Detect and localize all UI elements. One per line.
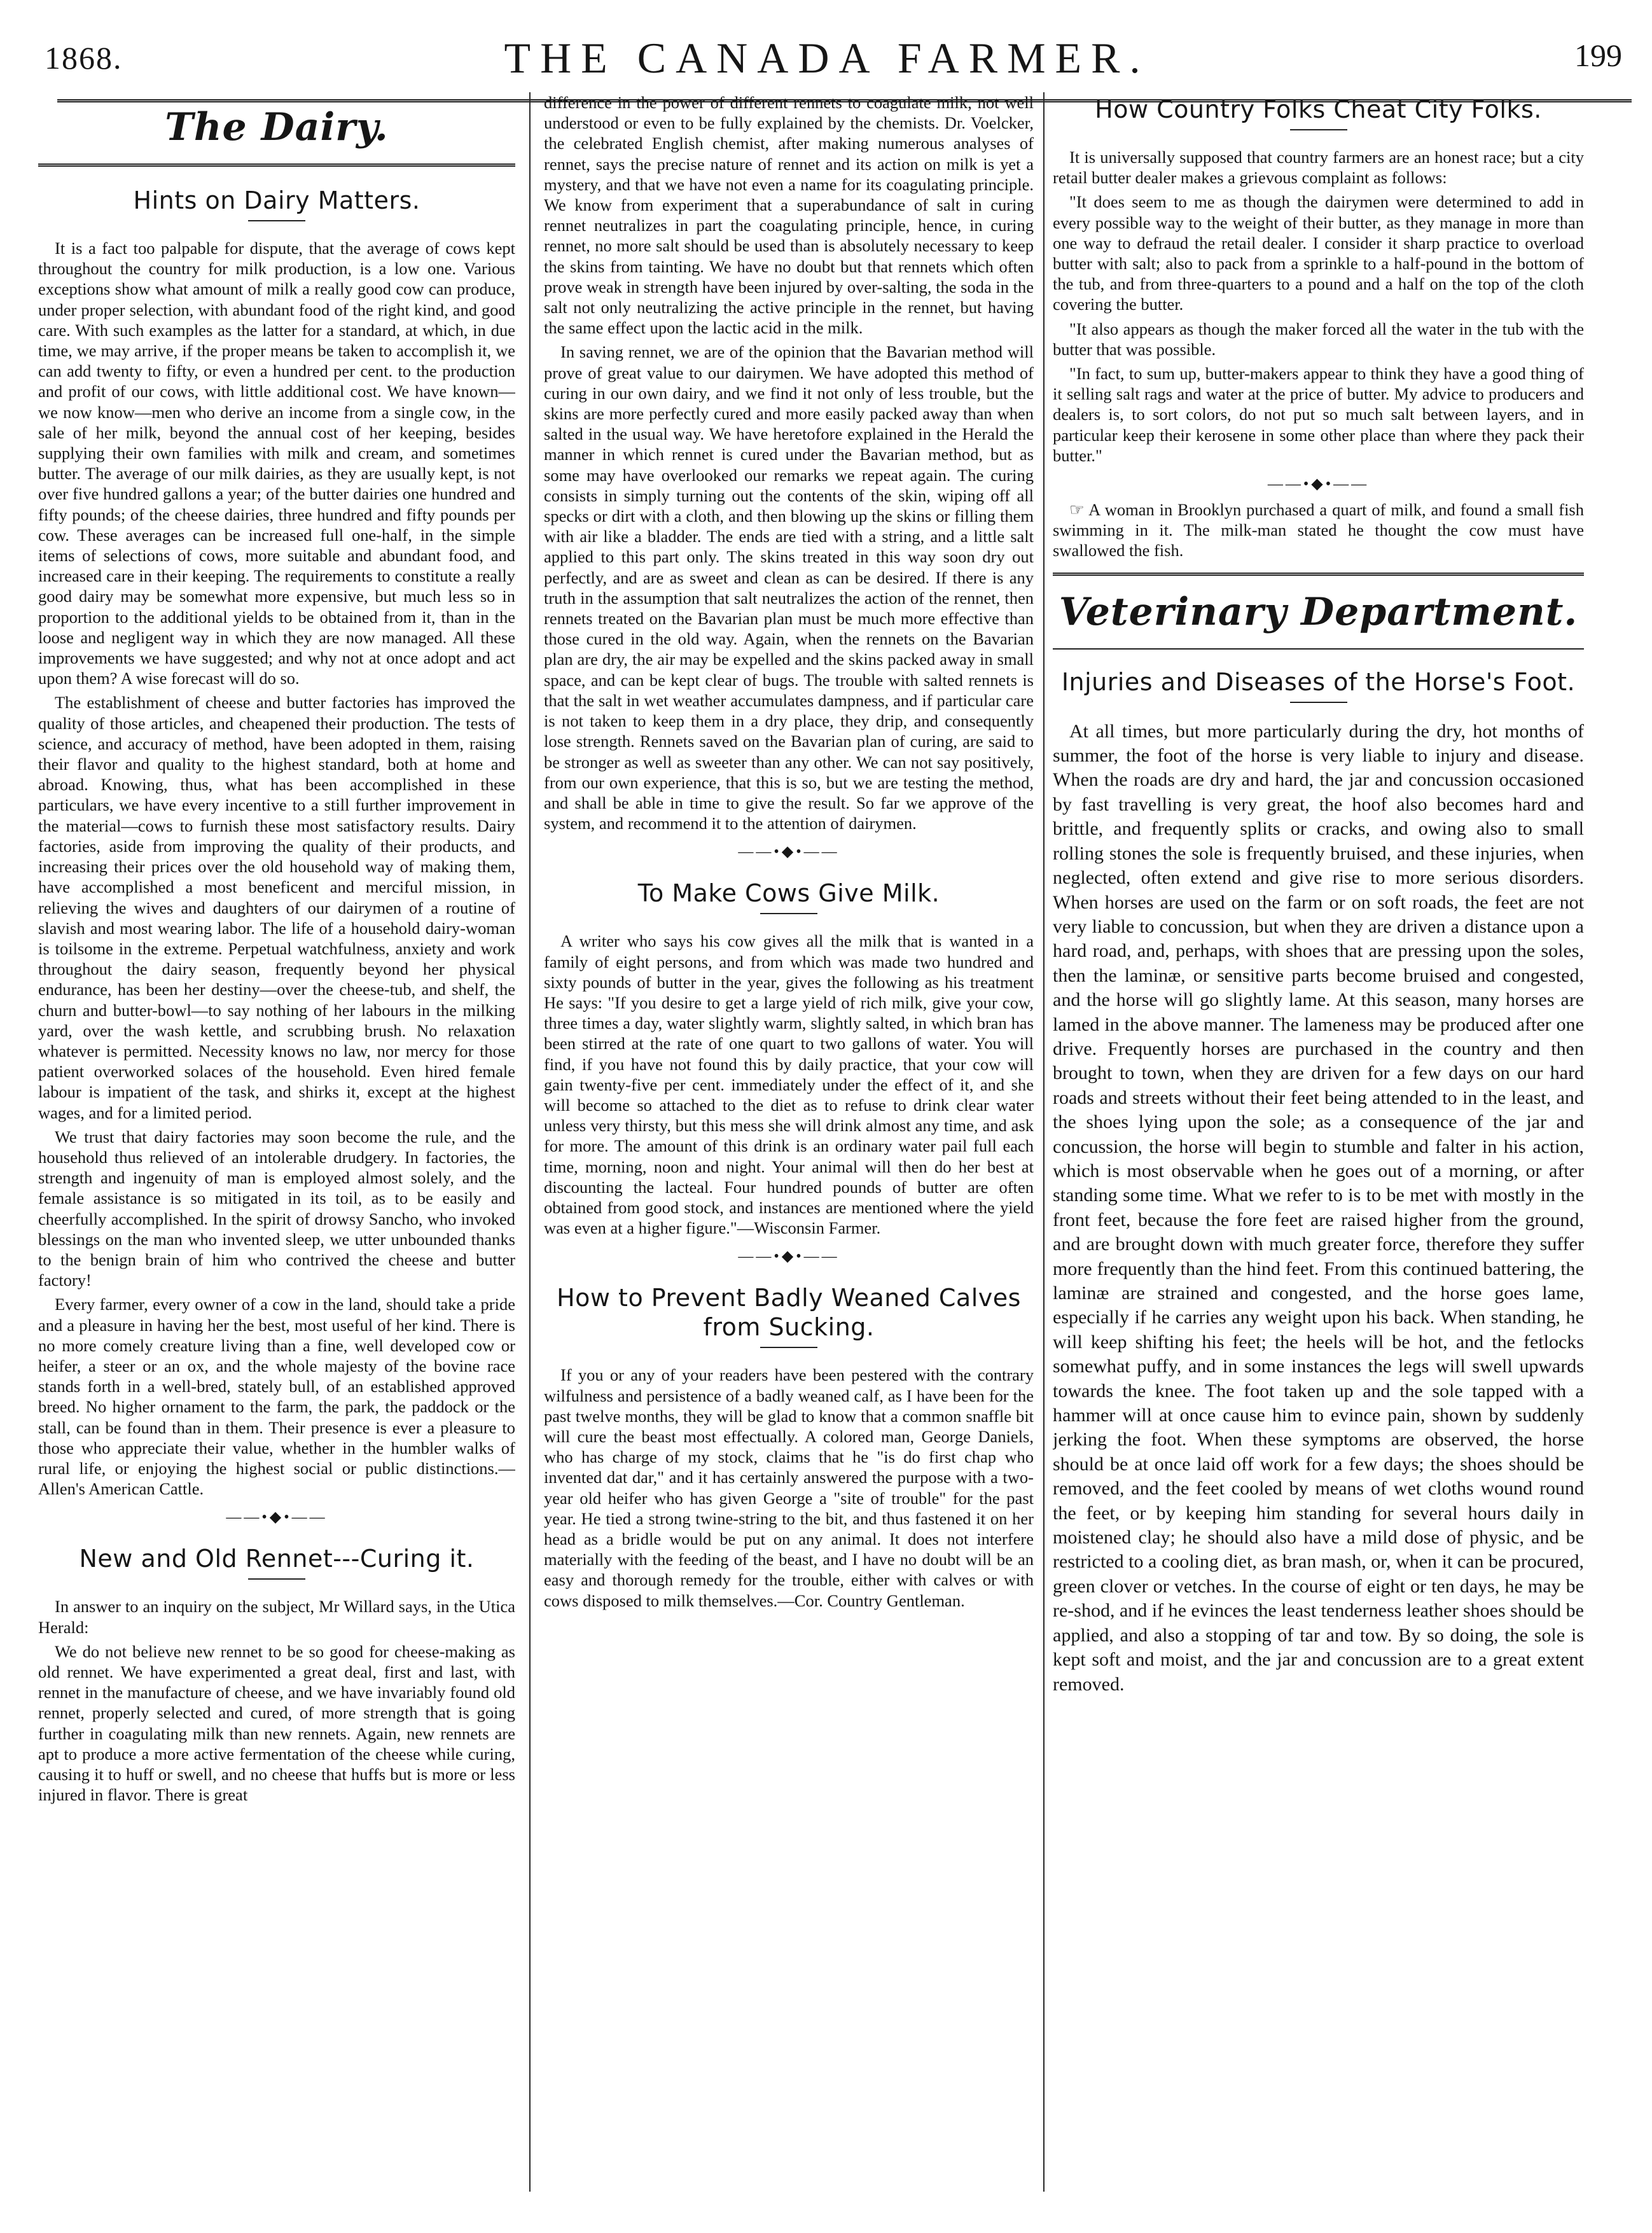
article-title: Hints on Dairy Matters. [133, 186, 420, 214]
department-title-veterinary: Veterinary Department. [1059, 589, 1578, 634]
section-rule [1053, 648, 1584, 650]
article-paragraph: A writer who says his cow gives all the milk that is wanted in a family of eight persons, and from which was made two hundred and sixty pounds of butter in the year, gives the following as his treatment He says: "If you desire to get a large yield of rich milk, give your cow, three times a day, water slightly warm, slightly salted, in which bran has been stirred at the rate of one quart to two gallons of water. You will find, if you have not found this by daily practice, that your cow will gain twenty-five per cent. immediately under the effect of it, and she will become so attached to the diet as to refuse to drink clear water unless very thirsty, but this mess she will drink almost any time, and ask for more. The amount of this drink is an ordinary water pail full each time, morning, noon and night. Your animal will then do her best at discounting the lacteal. Four hundred pounds of butter are often obtained from good stock, and instances are mentioned where the yield was even at a higher figure."—Wisconsin Farmer. [544, 931, 1034, 1238]
title-rule [248, 220, 305, 221]
department-title-dairy: The Dairy. [165, 105, 389, 150]
article-paragraph: "It also appears as though the maker forced all the water in the tub with the butter that was possible. [1053, 319, 1584, 359]
column-1 [38, 92, 515, 2211]
page-number: 199 [1574, 38, 1622, 73]
ornament-divider: ——•◆•—— [738, 844, 840, 861]
article-paragraph: We do not believe new rennet to be so good for cheese-making as old rennet. We have experimented a great deal, first and last, with rennet in the manufacture of cheese, and we have invariably found old rennet, properly selected and cured, of more strength that is going further in coagulating milk than new rennets. Again, new rennets are apt to produce a more active fermentation of the cheese while curing, causing it to huff or swell, and no cheese that huffs but is more or less injured in flavor. There is great [38, 1641, 515, 1805]
article-paragraph: "It does seem to me as though the dairymen were determined to add in every possible way to the weight of their butter, as they manage in more than one way to defraud the retail dealer. I consider it sharp practice to overload butter with salt; also to pack from a sprinkle to a half-pound in the bottom of the tub, and from three-quarters to a pound and a half on the top of the cloth covering the butter. [1053, 192, 1584, 314]
ornament-divider: ——•◆•—— [226, 1509, 328, 1526]
title-rule [248, 1578, 305, 1580]
article-paragraph: difference in the power of different rennets to coagulate milk, not well understood or even to be fully explained by the chemists. Dr. Voelcker, the celebrated English chemist, after making numerous analyses of rennet, says the precise nature of rennet and its action on milk is yet a mystery, and that we have not even a name for its coagulating principle. We know from experiment that a superabundance of salt in curing rennet neutralizes in part the coagulating principle, hence, in curing rennet, no more salt should be used than is absolutely necessary to keep the skins from tainting. We have no doubt but that rennets which often prove weak in strength have been injured by over-salting, the soda in the salt not only neutralizing the active principle in the rennet, but having the same effect upon the lactic acid in the milk. [544, 93, 1034, 338]
article-paragraph: In saving rennet, we are of the opinion that the Bavarian method will prove of great value to our dairymen. We have adopted this method of curing in our own dairy, and we find it not only of less trouble, but the skins are more perfectly cured and more easily packed away than when salted in the usual way. We have heretofore explained in the Herald the manner in which rennet is cured under the Bavarian method, but as some may have overlooked our remarks we repeat again. The curing consists in simply turning out the contents of the skin, wiping off all specks or dirt with a cloth, and then blowing up the skins or filling them with air like a bladder. The ends are tied with a string, and a little salt applied to this part only. The skins treated in this way soon dry out perfectly, and are as sweet and clean as can be desired. If there is any truth in the assumption that salt neutralizes the action of the rennet, then rennets treated on the Bavarian plan must be much more effective than those cured in the old way. Again, when the rennets on the Bavarian plan are dry, the air may be expelled and the skins packed away in small space, and can be kept clear of bugs. The trouble with salted rennets is that the salt in wet weather accumulates dampness, and if particular care is not taken to keep them in a dry place, they drip, and consequently lose strength. Rennets saved on the Bavarian plan of curing, are said to be stronger as well as sweeter than any other. We can not say positively, from our own experience, that this is so, but we are testing the method, and shall be able in time to give the result. So far we approve of the system, and recommend it to the attention of dairymen. [544, 342, 1034, 833]
article-paragraph: If you or any of your readers have been pestered with the contrary wilfulness and persistence of a badly weaned calf, as I have been for the past twelve months, they will be glad to know that a common snaffle bit will cure the beast most effectually. A colored man, George Daniels, who has charge of my stock, claims that he "is do first chap who invented dat dar," and it has certainly answered the purpose with a two-year old heifer who has given George a "site of trouble" for the past year. He tied a strong twine-string to the bit, and thus fastened it on her head as a bridle would be put on any animal. It does not interfere materially with the feeding of the beast, and I have no doubt will be an easy and thorough remedy for the trouble, either with calves or with cows disposed to milk themselves.—Cor. Country Gentleman. [544, 1365, 1034, 1610]
issue-year: 1868. [45, 40, 123, 76]
article-title: How to Prevent Badly Weaned Calves from Sucking. [557, 1284, 1021, 1342]
article-paragraph: At all times, but more particularly during the dry, hot months of summer, the foot of the horse is very liable to injury and disease. When the roads are dry and hard, the jar and concussion occasioned by fast travelling is very great, the hoof also becomes hard and brittle, and frequently splits or cracks, and owing also to small rolling stones the sole is frequently bruised, and these injuries, when neglected, often extend and give rise to more serious disorders. When horses are used on the farm or on soft roads, the feet are not very liable to concussion, but when they are driven a distance upon a hard road, and, perhaps, with shoes that are pressing upon the soles, then the laminæ, or sensitive parts become bruised and congested, and the horse will go slightly lame. At this season, many horses are lamed in the above manner. The lameness may be produced after one drive. Frequently horses are purchased in the country and then brought to town, when they are driven for a few days on our hard roads and streets without their feet being attended to in the least, and the shoes lying upon the sole; as a consequence of the jar and concussion, the horse will begin to stumble and falter in his action, which is most observable when he goes out of a morning, or after standing some time. What we refer to is to be met with mostly in the front feet, because the fore feet are raised higher from the ground, and are brought down with much greater force, therefore they suffer more frequently than the hind feet. From this continued battering, the laminæ are strained and congested, and the horse goes lame, especially if he carries any weight upon his back. When standing, he will keep shifting his feet; the heels will be hot, and the fetlocks somewhat puffy, and in some instances the legs will swell upwards towards the knee. The foot taken up and the sole tapped with a hammer will at once cause him to evince pain, shown by suddenly jerking the foot. When these symptoms are observed, the horse should be at once laid off work for a few days; the shoes should be removed, and the feet cooled by means of wet cloths wound round the feet, or by keeping him standing for several hours daily in moistened clay; he should also have a mild dose of physic, and be restricted to a cooling diet, as bran mash, or, when it can be procured, green clover or vetches. In the course of eight or ten days, he may be re-shod, and if he evinces the least tenderness leather shoes should be applied, and also a stopping of tar and tow. By so doing, the sole is kept soft and moist, and the jar and concussion are to a great extent removed. [1053, 720, 1584, 1695]
article-title: To Make Cows Give Milk. [637, 879, 940, 908]
title-rule [1290, 702, 1347, 703]
article-paragraph: We trust that dairy factories may soon become the rule, and the household thus relieved of an intolerable drudgery. In factories, the strength and ingenuity of man is employed almost solely, and the female assistance is so mitigated in its toil, as to be easily and cheerfully accomplished. In the spirit of drowsy Sancho, who invoked blessings on the man who invented sleep, we utter unbounded thanks to the benign brain of him who contrived the cheese and butter factory! [38, 1127, 515, 1290]
section-rule [38, 163, 515, 168]
title-rule [760, 913, 817, 914]
article-title: Injuries and Diseases of the Horse's Foot. [1061, 667, 1576, 696]
article-title: New and Old Rennet---Curing it. [79, 1545, 475, 1573]
ornament-divider: ——•◆•—— [738, 1248, 840, 1265]
article-paragraph: The establishment of cheese and butter factories has improved the quality of those articles, and cheapened their production. The tests of science, and accuracy of method, have been adopted in them, raising their flavor and quality to the highest standard, both at home and abroad. Knowing, thus, what has been accomplished in these particulars, we have every incentive to a still further improvement in the material—cows to furnish these most satisfactory results. Dairy factories, aside from improving the quality of their products, and increasing their prices over the old household way of making them, have accomplished a most beneficent and merciful mission, in relieving the wives and daughters of our dairymen of a routine of slavish and most wearing labor. The life of a household dairy-woman is toilsome in the extreme. Perpetual watchfulness, anxiety and work throughout the dairy season, frequently beyond her physical endurance, has been her destiny—over the cheese-tub, and shelf, the churn and butter-bowl—to say nothing of her labours in the milking yard, over the wash kettle, and scrubbing brush. No relaxation whatever is permitted. Necessity knows no law, nor mercy for those patient overworked solaces of the household. Even hired female labour is impatient of the task, and shirks it, except at the highest wages, and for a limited period. [38, 693, 515, 1122]
article-paragraph: It is universally supposed that country farmers are an honest race; but a city retail butter dealer makes a grievous complaint as follows: [1053, 148, 1584, 188]
column-2 [544, 92, 1034, 2211]
newspaper-title: THE CANADA FARMER. [504, 34, 1150, 82]
article-paragraph: "In fact, to sum up, butter-makers appear to think they have a good thing of it selling salt rags and water at the price of butter. My advice to producers and dealers is, to sort colors, do not put so much salt between layers, and in particular keep their kerosene in some other place than where they pack their butter." [1053, 364, 1584, 465]
article-paragraph: Every farmer, every owner of a cow in the land, should take a pride and a pleasure in having her the best, most useful of her kind. There is no more comely creature living than a fine, well developed cow or heifer, a steer or an ox, and the whole majesty of the bovine race stands forth in a well-bred, stately bull, of an established approved breed. No higher ornament to the farm, the park, the paddock or the stall, can be found than in them. Their presence is ever a pleasure to those who appreciate their value, whether in the humbler walks of rural life, or enjoying the highest social or public distinctions.—Allen's American Cattle. [38, 1295, 515, 1499]
column-3 [1053, 92, 1584, 2211]
article-paragraph: In answer to an inquiry on the subject, Mr Willard says, in the Utica Herald: [38, 1597, 515, 1637]
column-divider [529, 92, 531, 2192]
ornament-divider: ——•◆•—— [1267, 476, 1370, 493]
section-rule [1053, 573, 1584, 577]
title-rule [1290, 129, 1347, 130]
article-title: How Country Folks Cheat City Folks. [1095, 95, 1542, 123]
title-rule [760, 1347, 817, 1348]
column-divider [1043, 92, 1045, 2192]
article-paragraph: It is a fact too palpable for dispute, that the average of cows kept throughout the country for milk production, is a low one. Various exceptions show what amount of milk a really good cow can produce, under proper selection, with abundant food of the right kind, and good care. With such examples as the latter for a standard, at which, in due time, we may arrive, if the proper means be taken to accomplish it, we can add twenty to fifty, or even a hundred per cent. to the production and profit of our cows, with little additional cost. We have known—we now know—men who derive an income from a single cow, in the sale of her milk, beyond the annual cost of her keeping, besides supplying their own families with milk and cream, and sometimes butter. The average of our milk dairies, as they are usually kept, is not over five hundred gallons a year; of the butter dairies one hundred and fifty pounds; of the cheese dairies, three hundred and fifty pounds per cow. These averages can be increased full one-half, in the simple items of selections of cows, more suitable and abundant food, and increased care in their keeping. The requirements to constitute a really good dairy may be somewhat more expensive, but much less so in proportion to the additional yields to be obtained from it, than in the loose and negligent way in which they are now managed. All these improvements we have suggested; and why not at once adopt and act upon them? A wise forecast will do so. [38, 239, 515, 688]
article-paragraph: ☞ A woman in Brooklyn purchased a quart of milk, and found a small fish swimming in it. The milk-man stated he thought the cow must have swallowed the fish. [1053, 500, 1584, 560]
masthead [19, 25, 1635, 82]
